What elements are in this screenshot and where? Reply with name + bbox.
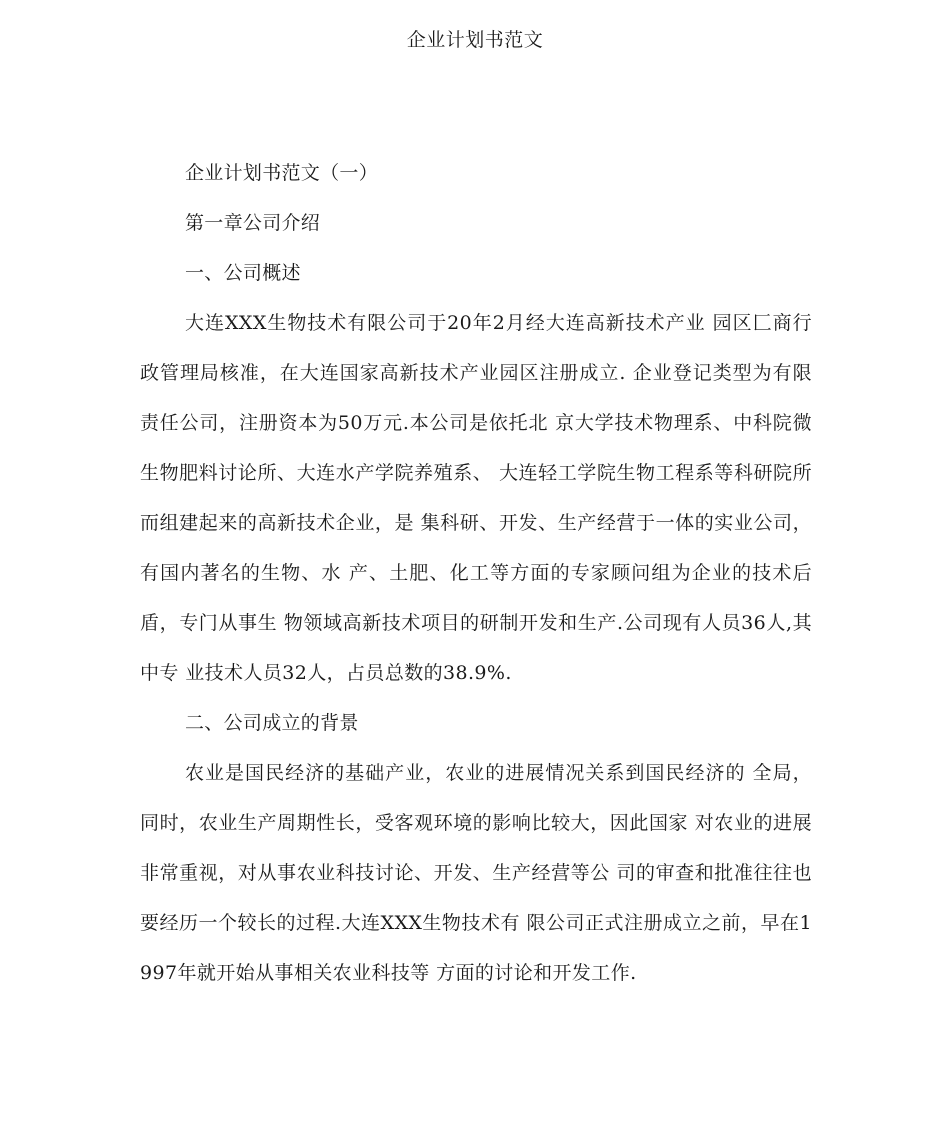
section-title: 企业计划书范文（一）	[185, 162, 379, 184]
subsection-2-title: 二、公司成立的背景	[185, 712, 359, 734]
subsection-1-title: 一、公司概述	[185, 262, 301, 284]
page-header-title: 企业计划书范文	[406, 29, 544, 51]
subsection-1-paragraph: 大连XXX生物技术有限公司于20年2月经大连高新技术产业 园区匚商行政管理局核准，在大连国家高新技术产业园区注册成立. 企业登记类型为有限责任公司，注册资本为50万元.本公司是依托北 京大学技术物理系、中科院微生物肥料讨论所、大连水产学院养殖系、 大连轻工学院生物工程系等科研院所而组建起来的高新技术企业，是 集科研、开发、生产经营于一体的实业公司，有国内著名的生物、水 产、土肥、化工等方面的专家顾问组为企业的技术后盾，专门从事生 物领域高新技术项目的研制开发和生产.公司现有人员36人,其中专 业技术人员32人，占员总数的38.9%.	[140, 312, 812, 684]
subsection-2-paragraph: 农业是国民经济的基础产业，农业的进展情况关系到国民经济的 全局，同时，农业生产周期性长，受客观环境的影响比较大，因此国家 对农业的进展非常重视，对从事农业科技讨论、开发、生产经营等公 司的审查和批准往往也要经历一个较长的过程.大连XXX生物技术有 限公司正式注册成立之前，早在1997年就开始从事相关农业科技等 方面的讨论和开发工作.	[140, 762, 812, 984]
chapter-title: 第一章公司介绍	[185, 212, 321, 234]
document-body	[140, 148, 812, 998]
